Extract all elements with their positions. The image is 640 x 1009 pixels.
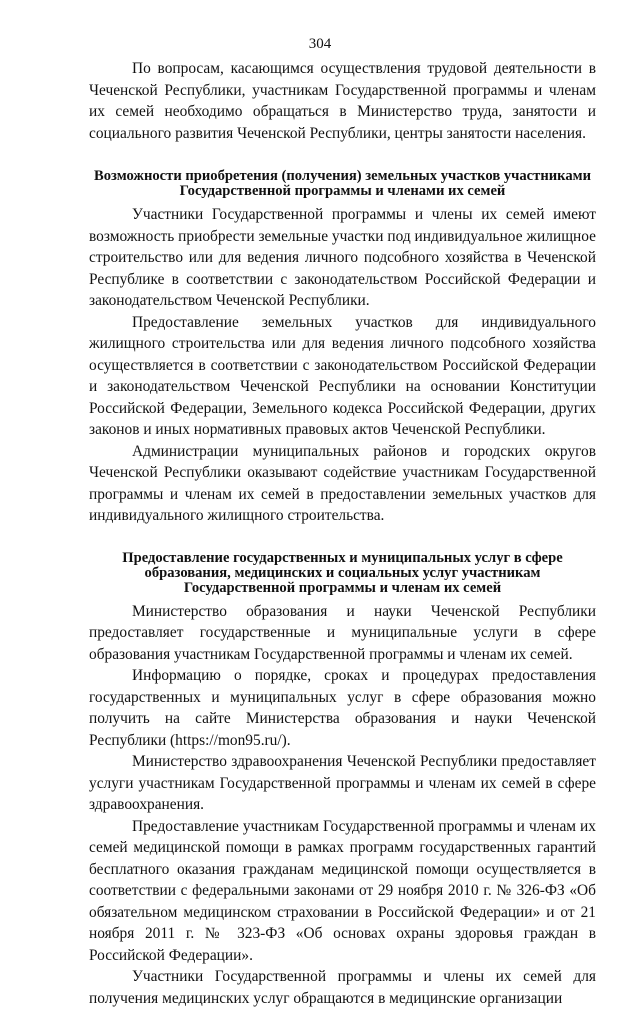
section-heading-public-services: Предоставление государственных и муниципальных услуг в сфере образования, медицинских и социальных услуг участникам Государственной программы и членам их семей [122,549,563,596]
paragraph: Министерство образования и науки Чеченской Республики предоставляет государственные и муниципальные услуги в сфере образования участникам Государственной программы и членам их семей. [89,602,596,663]
section-heading-land-plots: Возможности приобретения (получения) земельных участков участниками Государственной программы и членами их семей [94,168,591,199]
paragraph: Администрации муниципальных районов и городских округов Чеченской Республики оказывают содействие участникам Государственной программы и членам их семей в предоставлении земельных участков для индивидуального жилищного строительства. [89,442,596,524]
paragraph: Участники Государственной программы и члены их семей для получения медицинских услуг обращаются в медицинские организации [89,968,596,1007]
page-number: 304 [308,36,332,52]
document-body [89,58,596,1009]
paragraph: Участники Государственной программы и члены их семей имеют возможность приобрести земельные участки под индивидуальное жилищное строительство или для ведения личного подсобного хозяйства в Чеченской Республике в соответствии с законодательством Российской Федерации и законодательством Чеченской Республики. [89,206,596,309]
intro-paragraph: По вопросам, касающимся осуществления трудовой деятельности в Чеченской Республики, участникам Государственной программы и членам их семей необходимо обращаться в Министерство труда, занятости и социального развития Чеченской Республики, центры занятости населения. [89,60,596,142]
paragraph: Информацию о порядке, сроках и процедурах предоставления государственных и муниципальных услуг в сфере образования можно получить на сайте Министерства образования и науки Чеченской Республики (https://mon95.ru/). [89,667,596,749]
paragraph: Предоставление земельных участков для индивидуального жилищного строительства или для ведения личного подсобного хозяйства осуществляется в соответствии с законодательством Российской Федерации и законодательством Чеченской Республики на основании Конституции Российской Федерации, Земельного кодекса Российской Федерации, других законов и иных нормативных правовых актов Чеченской Республики. [89,313,596,438]
paragraph: Предоставление участникам Государственной программы и членам их семей медицинской помощи в рамках программ государственных гарантий бесплатного оказания гражданам медицинской помощи осуществляется в соответствии с федеральными законами от 29 ноября 2010 г. № 326-ФЗ «Об обязательном медицинском страховании в Российской Федерации» и от 21 ноября 2011 г. № 323-ФЗ «Об основах охраны здоровья граждан в Российской Федерации». [89,817,596,964]
paragraph: Министерство здравоохранения Чеченской Республики предоставляет услуги участникам Государственной программы и членам их семей в сфере здравоохранения. [89,753,596,813]
